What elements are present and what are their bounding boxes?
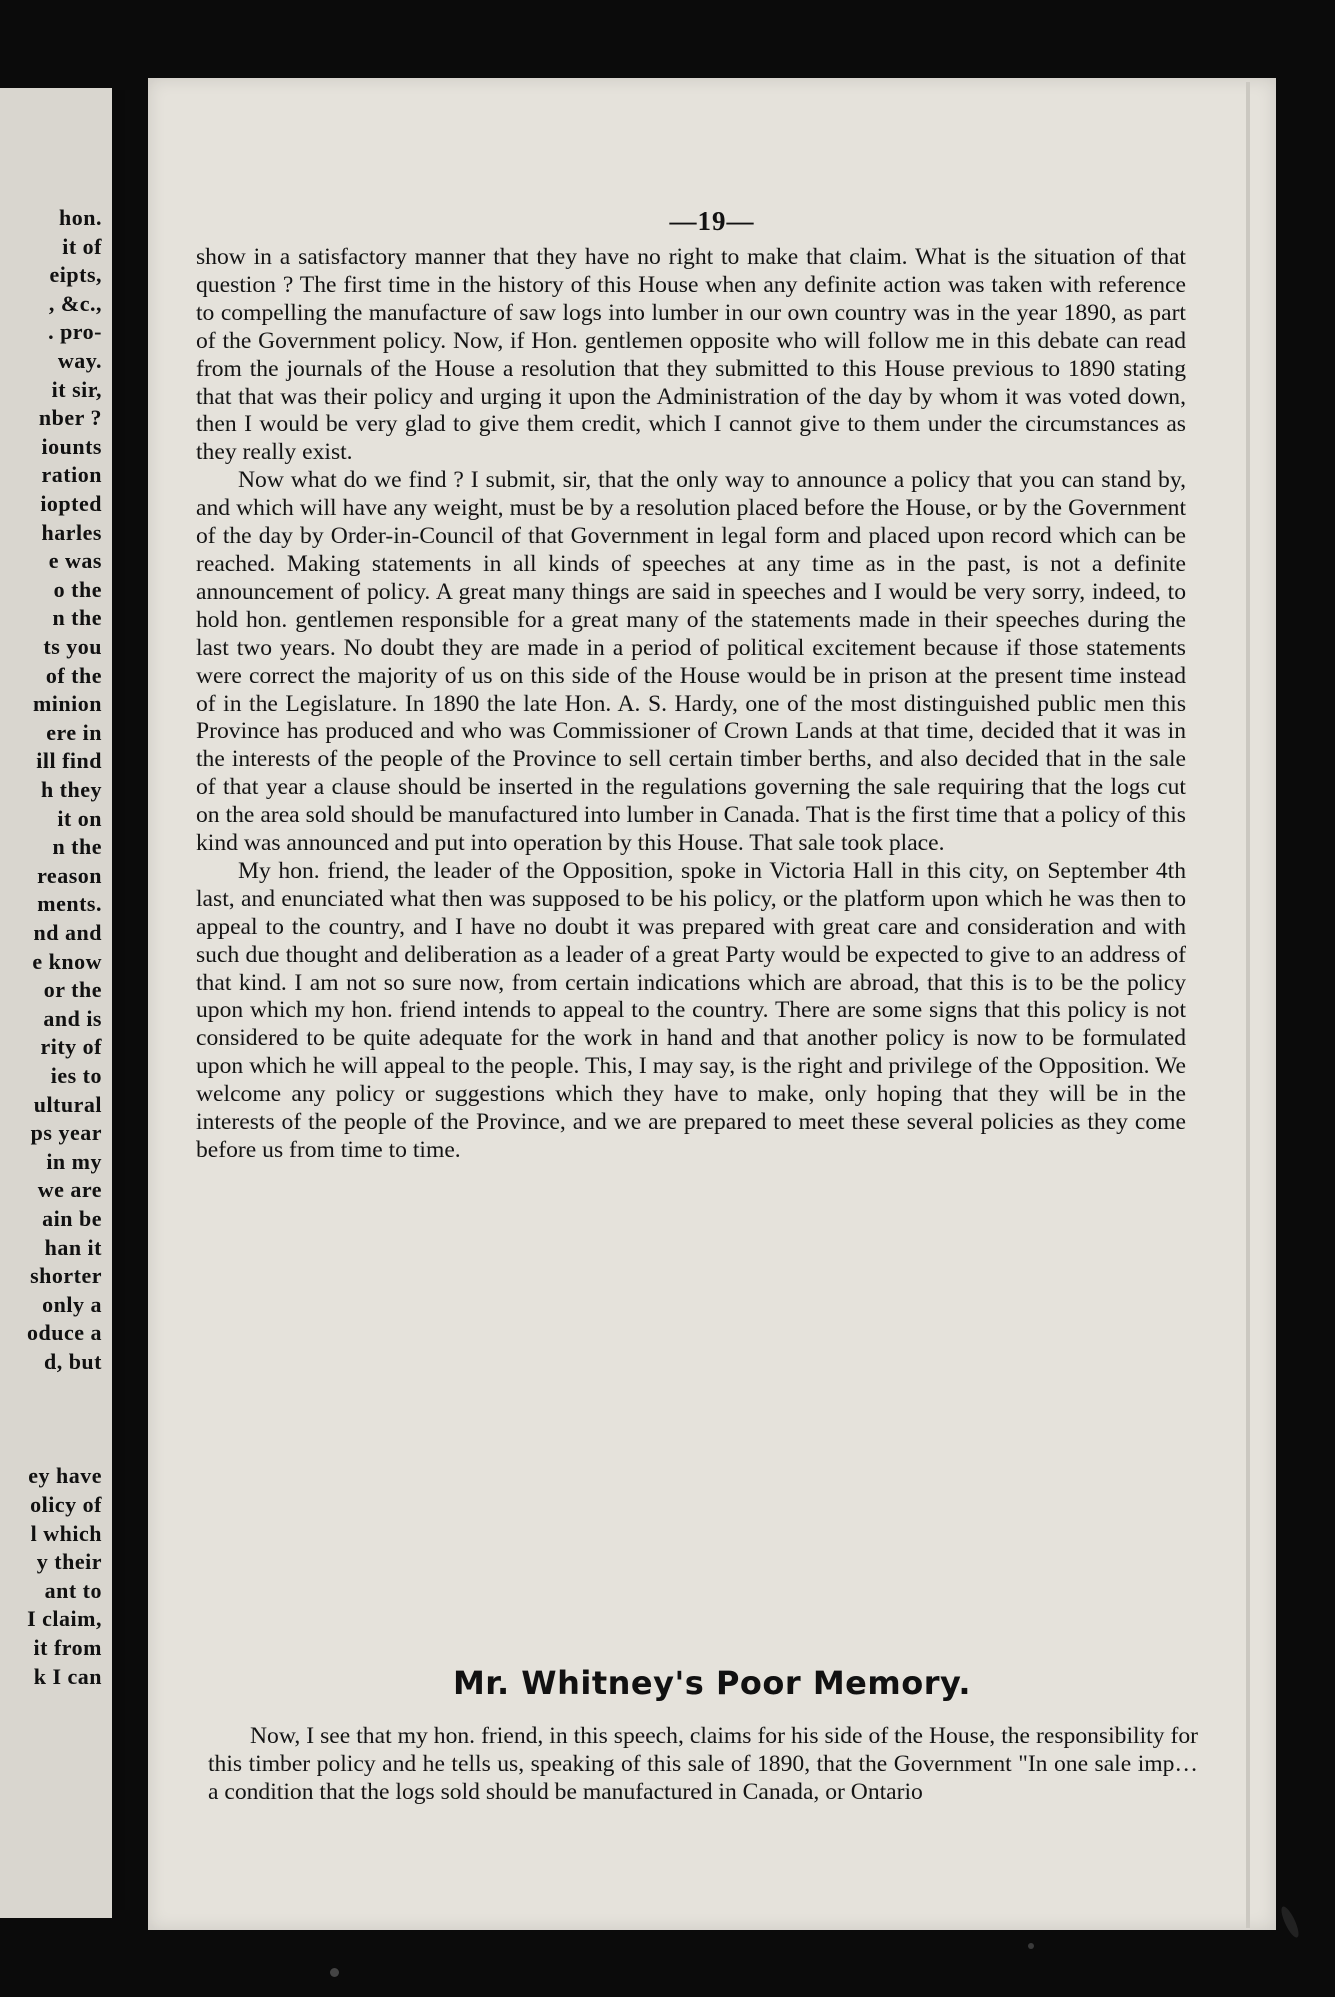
facing-page-line: h they: [40, 777, 102, 802]
facing-page-fragment: [0, 88, 112, 1918]
facing-page-line: n the: [52, 605, 102, 631]
facing-page-line: e know: [32, 948, 102, 974]
facing-page-line: ey have: [28, 1463, 102, 1489]
facing-page-line: k I can: [33, 1663, 102, 1689]
facing-page-line: iounts: [41, 433, 102, 459]
facing-page-line: or the: [43, 977, 102, 1003]
facing-page-line: it of: [62, 233, 102, 259]
facing-page-line: ts you: [43, 634, 102, 659]
facing-page-line: of the: [45, 662, 102, 688]
facing-page-line: and is: [43, 1005, 102, 1031]
facing-page-line: it on: [57, 805, 102, 831]
facing-page-line: hon.: [59, 205, 102, 230]
dust-speck: [1028, 1943, 1034, 1949]
facing-page-line: o the: [53, 576, 102, 602]
dust-speck: [1278, 1904, 1301, 1939]
facing-page-line: I claim,: [27, 1606, 102, 1632]
document-page: [148, 78, 1276, 1930]
facing-page-line: olicy of: [30, 1492, 102, 1517]
facing-page-line: in my: [46, 1148, 102, 1174]
facing-page-line: eipts,: [49, 262, 102, 288]
facing-page-line: han it: [44, 1234, 102, 1260]
paragraph-3: My hon. friend, the leader of the Opposition, spoke in Victoria Hall in this city, on September 4th last, and enunciated what then was supposed to be his policy, or the platform upon which he was then to appeal to the country, and I have no doubt it was prepared with great care and consideration and with such due thought and deliberation as a leader of a great Party would be expected to give to an address of that kind. I am not so sure now, from certain indications which are abroad, that this is to be the policy upon which my hon. friend intends to appeal to the country. There are some signs that this policy is not considered to be quite adequate for the work in hand and that another policy is now to be formulated upon which he will appeal to the people. This, I may say, is the right and privilege of the Opposition. We welcome any policy or suggestions which they have to make, only hoping that they will be in the interests of the people of the Province, and we are prepared to meet these several policies as they come before us from time to time.: [196, 857, 1186, 1163]
facing-page-line: ments.: [37, 891, 102, 917]
facing-page-line: ies to: [50, 1063, 102, 1088]
facing-page-line: we are: [37, 1177, 102, 1203]
gutter-rule: [112, 90, 125, 1910]
dust-speck: [330, 1968, 339, 1977]
facing-page-line: y their: [36, 1549, 102, 1575]
facing-page-line: nd and: [33, 920, 102, 945]
facing-page-line: rity of: [40, 1034, 102, 1060]
body-text: [196, 244, 1186, 1165]
paragraph-4: Now, I see that my hon. friend, in this speech, claims for his side of the House, the responsibility for this timber policy and he tells us, speaking of this sale of 1890, that the Government "In one sale imp… a condition that the logs sold should be manufactured in Canada, or Ontario: [208, 1723, 1198, 1805]
facing-page-line: ant to: [44, 1577, 102, 1603]
facing-page-line: shorter: [30, 1263, 102, 1289]
facing-page-line: reason: [37, 862, 102, 888]
facing-page-line: iopted: [40, 491, 102, 516]
page-number: —19—: [669, 206, 755, 236]
facing-page-line: ere in: [46, 719, 102, 745]
facing-page-line: ultural: [33, 1091, 102, 1117]
facing-page-line: it from: [33, 1635, 102, 1660]
section-heading: Mr. Whitney's Poor Memory.: [452, 1664, 972, 1702]
facing-page-line: minion: [32, 691, 102, 717]
facing-page-line: e was: [48, 548, 102, 574]
facing-page-line: ration: [41, 462, 102, 488]
facing-page-line: ain be: [42, 1206, 102, 1231]
facing-page-line: oduce a: [27, 1320, 102, 1346]
paragraph-2: Now what do we find ? I submit, sir, that the only way to announce a policy that you can stand by, and which will have any weight, must be by a resolution placed before the House, or by the Government of the day by Order-in-Council of that Government in legal form and placed upon record which can be reached. Making statements in all kinds of speeches at any time as in the past, is not a definite announcement of policy. A great many things are said in speeches and I would be very sorry, indeed, to hold hon. gentlemen responsible for a great many of the statements made in their speeches during the last two years. No doubt they are made in a period of political excitement because if those statements were correct the majority of us on this side of the House would be in prison at the present time instead of in the Legislature. In 1890 the late Hon. A. S. Hardy, one of the most distinguished public men this Province has produced and who was Commissioner of Crown Lands at that time, decided that it was in the interests of the people of the Province to sell certain timber berths, and also decided that in the sale of that year a clause should be inserted in the regulations governing the sale requiring that the logs cut on the area sold should be manufactured into lumber in Canada. That is the first time that a policy of this kind was announced and put into operation by this House. That sale took place.: [196, 467, 1186, 857]
facing-page-line: l which: [30, 1520, 102, 1546]
facing-page-line: , &c.,: [48, 290, 102, 316]
page-edge: [1246, 82, 1250, 1928]
body-text-continued: [208, 1723, 1198, 1807]
facing-page-line: ill find: [36, 748, 102, 774]
facing-page-line: harles: [41, 519, 102, 545]
facing-page-line: d, but: [43, 1349, 102, 1374]
facing-page-line: . pro-: [48, 319, 102, 345]
facing-page-line: nber ?: [38, 405, 102, 431]
paragraph-1: show in a satisfactory manner that they have no right to make that claim. What is the situation of that question ? The first time in the history of this House when any definite action was taken with reference to compelling the manufacture of saw logs into lumber in our own country was in the year 1890, as part of the Government policy. Now, if Hon. gentlemen opposite who will follow me in this debate can read from the journals of the House a resolution that they submitted to this House previous to 1890 stating that that was their policy and urging it upon the Administration of the day by whom it was voted down, then I would be very glad to give them credit, which I cannot give to them under the circumstances as they really exist.: [196, 244, 1186, 466]
facing-page-line: only a: [42, 1291, 102, 1317]
facing-page-line: way.: [57, 348, 102, 373]
facing-page-line: it sir,: [51, 376, 102, 402]
facing-page-line: n the: [52, 834, 102, 860]
facing-page-line: ps year: [30, 1120, 102, 1146]
